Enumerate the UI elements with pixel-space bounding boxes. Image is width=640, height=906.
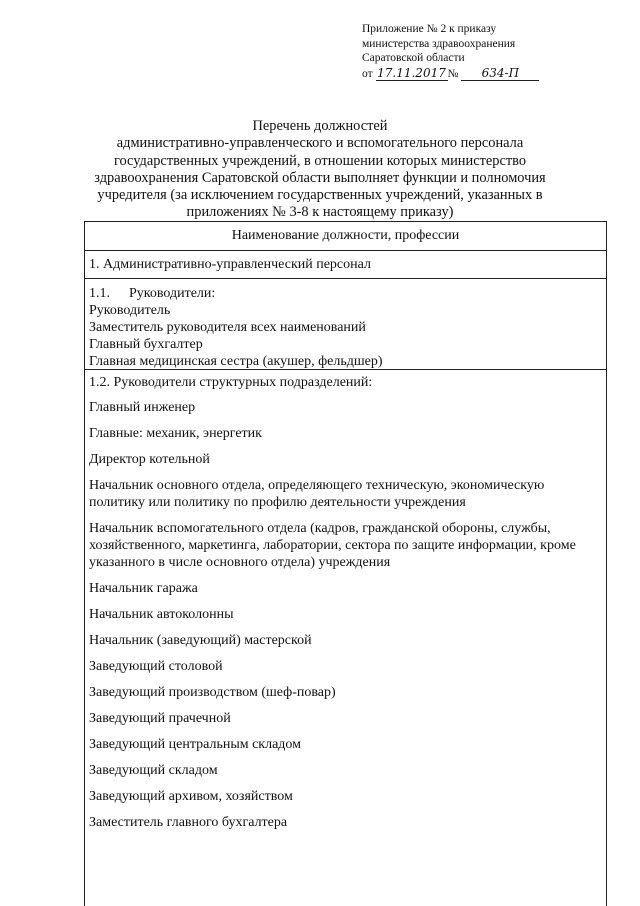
list-item: Заведующий архивом, хозяйством	[89, 789, 293, 804]
title-line: административно-управленческого и вспомогательного персонала	[116, 135, 524, 152]
list-item: Заместитель руководителя всех наименований	[89, 320, 366, 335]
section-1-1	[85, 279, 606, 370]
title-line: Перечень должностей	[252, 118, 388, 134]
section-1-1-number: 1.1.	[89, 286, 110, 301]
list-item: Заведующий складом	[89, 763, 218, 778]
list-item: Начальник (заведующий) мастерской	[89, 633, 312, 648]
list-item: Заведующий прачечной	[89, 711, 231, 726]
annex-line-2: министерства здравоохранения	[362, 37, 516, 50]
list-item: Директор котельной	[89, 452, 210, 467]
annex-line-3: Саратовской области	[362, 52, 465, 64]
section-1-1-title: Руководители:	[129, 286, 216, 301]
document-title	[70, 118, 570, 222]
list-item: Главная медицинская сестра (акушер, фельдшер)	[89, 354, 383, 369]
list-item: Главный бухгалтер	[89, 337, 203, 352]
list-item: Начальник гаража	[89, 581, 198, 596]
handwritten-date: 17.11.2017	[377, 65, 446, 80]
section-1-2-heading: 1.2. Руководители структурных подразделений:	[89, 375, 373, 390]
list-item: Руководитель	[89, 303, 171, 318]
annex-date-number	[362, 66, 592, 82]
list-item: Главные: механик, энергетик	[89, 426, 262, 441]
annex-header	[362, 22, 592, 81]
title-line: приложениях № 3-8 к настоящему приказу)	[186, 204, 454, 221]
title-line: государственных учреждений, в отношении которых министерство	[113, 152, 527, 169]
from-label: от	[362, 67, 373, 80]
handwritten-number: 634-П	[461, 66, 539, 82]
list-item: Начальник основного отдела, определяющего техническую, экономическую политику или политику по профилю деятельности учреждения	[89, 478, 545, 510]
list-item: Заведующий производством (шеф-повар)	[89, 685, 336, 700]
section-1-1-heading	[89, 285, 602, 302]
list-item: Начальник вспомогательного отдела (кадров, гражданской обороны, службы, хозяйственного, маркетинга, лаборатории, сектора по защите информации, кроме указанного в числе основного отдела) учреждения	[89, 521, 576, 570]
table-header: Наименование должности, профессии	[85, 222, 606, 251]
section-1-heading: 1. Административно-управленческий персонал	[85, 251, 606, 279]
number-label: №	[447, 67, 459, 80]
positions-table	[84, 221, 607, 906]
list-item: Заведующий центральным складом	[89, 737, 302, 752]
list-item: Заместитель главного бухгалтера	[89, 815, 288, 830]
list-item: Начальник автоколонны	[89, 607, 234, 622]
section-1-2	[85, 370, 606, 831]
title-line: здравоохранения Саратовской области выполняет функции и полномочия	[94, 169, 546, 186]
list-item: Заведующий столовой	[89, 659, 223, 674]
list-item: Главный инженер	[89, 400, 196, 415]
annex-line-1: Приложение № 2 к приказу	[362, 23, 497, 35]
title-line: учредителя (за исключением государственных учреждений, указанных в	[97, 187, 543, 204]
